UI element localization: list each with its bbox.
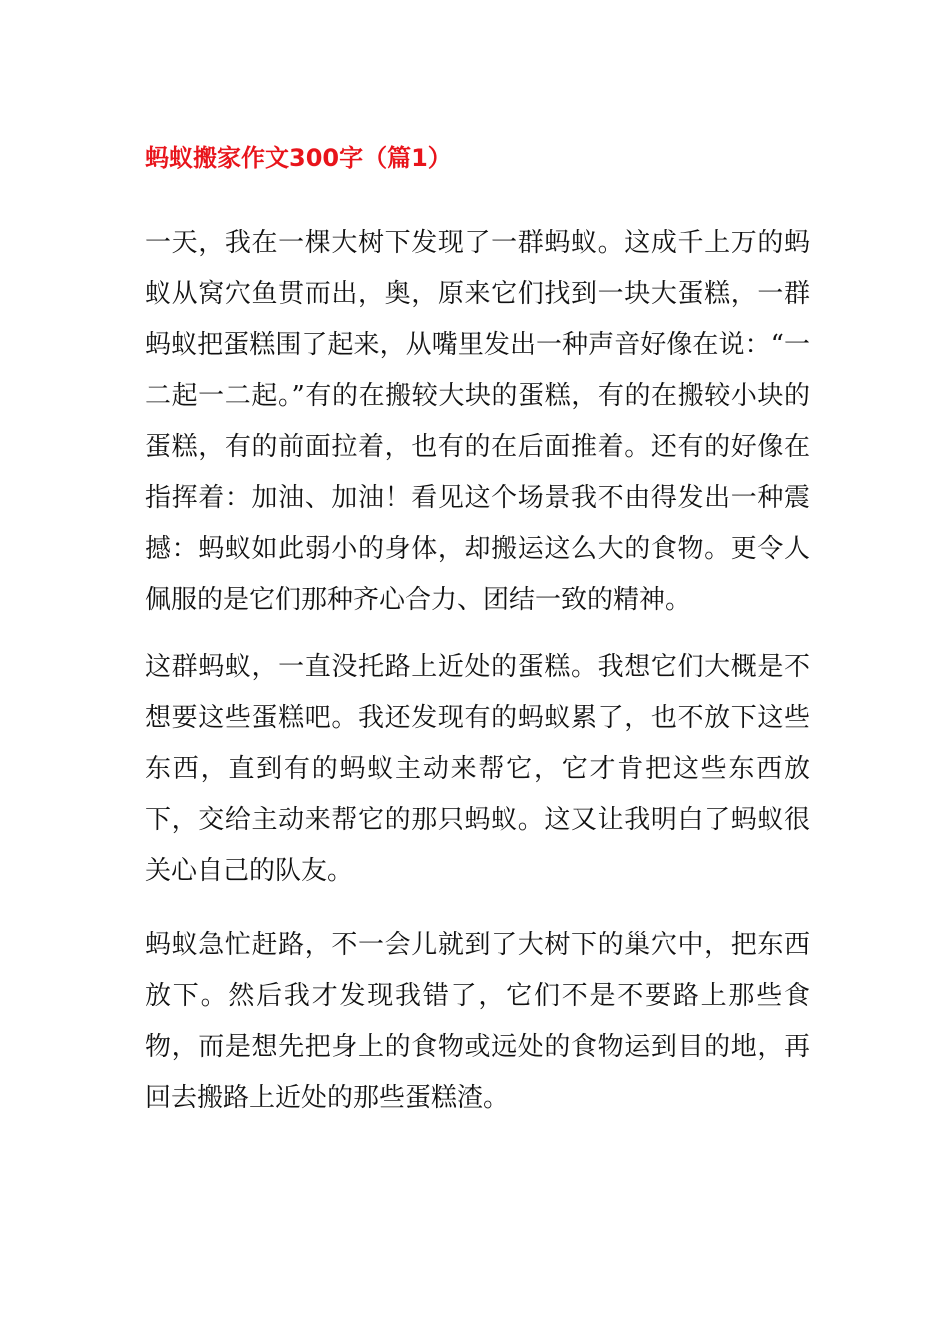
paragraph-2: 这群蚂蚁，一直没托路上近处的蛋糕。我想它们大概是不想要这些蛋糕吧。我还发现有的蚂蚁累了，也不放下这些东西，直到有的蚂蚁主动来帮它，它才肯把这些东西放下，交给主动来帮它的那只蚂蚁。这又让我明白了蚂蚁很关心自己的队友。 [145, 652, 810, 886]
paragraph-3: 蚂蚁急忙赶路，不一会儿就到了大树下的巢穴中，把东西放下。然后我才发现我错了，它们不是不要路上那些食物，而是想先把身上的食物或远处的食物运到目的地，再回去搬路上近处的那些蛋糕渣。 [145, 930, 810, 1113]
document-title: 蚂蚁搬家作文300字（篇1） [145, 144, 452, 172]
paragraph-1: 一天，我在一棵大树下发现了一群蚂蚁。这成千上万的蚂蚁从窝穴鱼贯而出，奥，原来它们找到一块大蛋糕，一群蚂蚁把蛋糕围了起来，从嘴里发出一种声音好像在说：“一二起一二起。”有的在搬较大块的蛋糕，有的在搬较小块的蛋糕，有的前面拉着，也有的在后面推着。还有的好像在指挥着：加油、加油！看见这个场景我不由得发出一种震撼：蚂蚁如此弱小的身体，却搬运这么大的食物。更令人佩服的是它们那种齐心合力、团结一致的精神。 [145, 228, 810, 615]
